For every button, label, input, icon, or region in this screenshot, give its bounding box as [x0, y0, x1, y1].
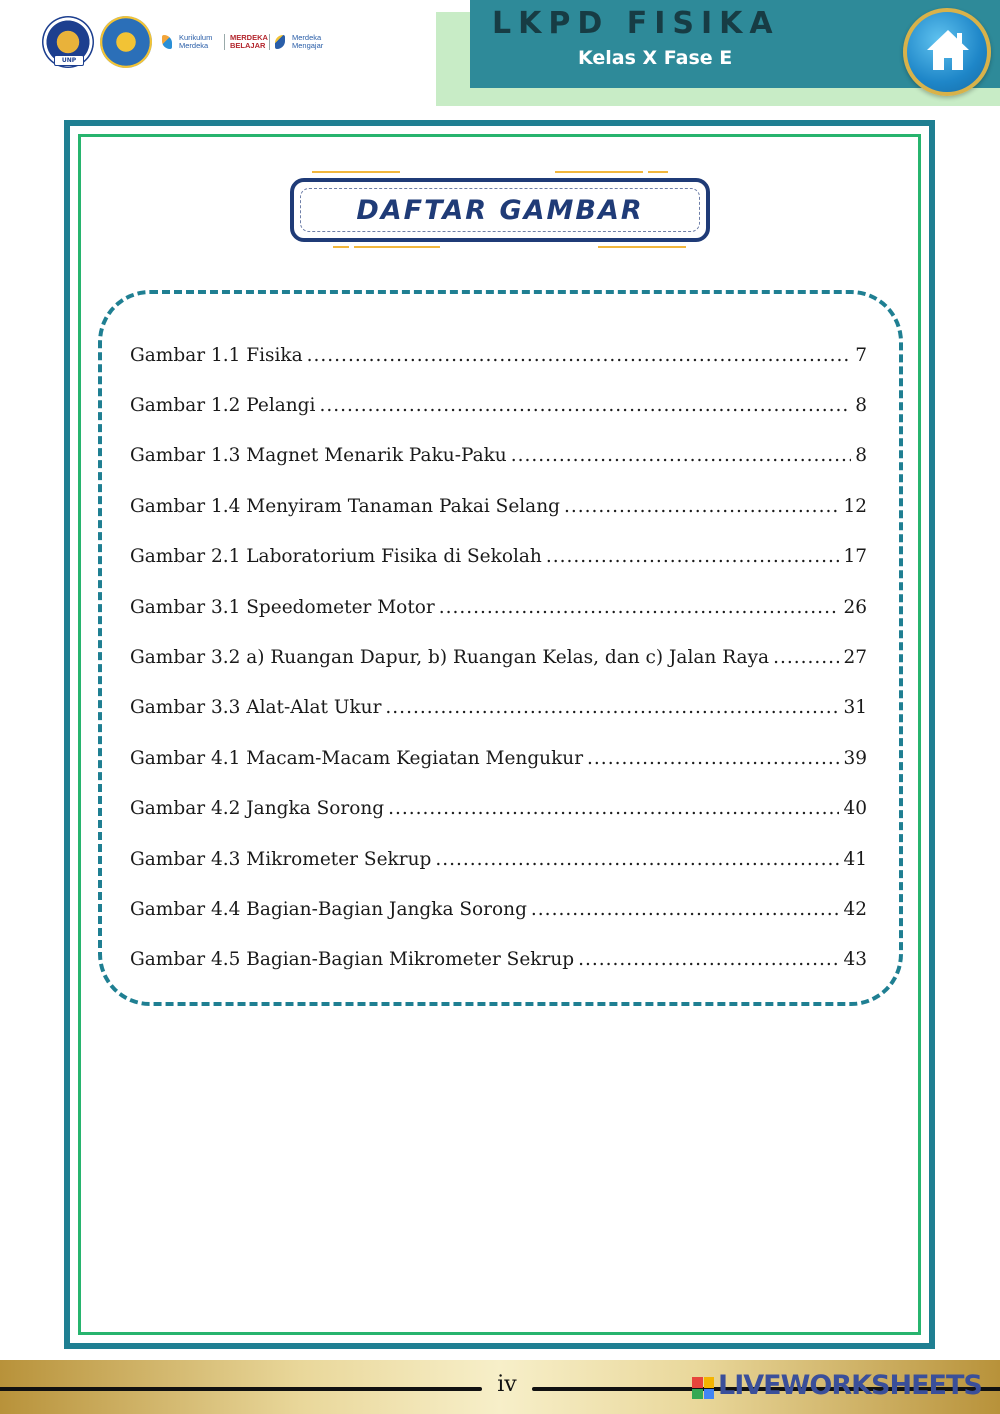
kemdikbud-logo — [100, 16, 152, 68]
figure-title: Gambar 4.3 Mikrometer Sekrup — [130, 848, 432, 870]
title-decoration — [555, 171, 643, 173]
program-logos — [162, 34, 328, 50]
title-decoration — [312, 171, 400, 173]
kurikulum-merdeka-label: Kurikulum Merdeka — [179, 33, 213, 50]
header-logos — [42, 14, 328, 70]
figure-title: Gambar 4.1 Macam-Macam Kegiatan Mengukur — [130, 747, 584, 769]
figure-list-item[interactable] — [130, 784, 867, 834]
header-subtitle: Kelas X Fase E — [578, 47, 733, 69]
figure-title: Gambar 3.3 Alat-Alat Ukur — [130, 697, 382, 719]
figure-page-number: 7 — [855, 344, 867, 366]
figure-page-number: 8 — [855, 395, 867, 417]
leader-dots — [587, 748, 839, 769]
leader-dots — [319, 395, 851, 416]
unp-logo — [42, 16, 94, 68]
leader-dots — [564, 496, 839, 517]
page-title: DAFTAR GAMBAR — [356, 195, 644, 226]
figure-title: Gambar 4.4 Bagian-Bagian Jangka Sorong — [130, 898, 527, 920]
leader-dots — [773, 647, 839, 668]
figure-list-item[interactable] — [130, 380, 867, 430]
figure-page-number: 8 — [855, 445, 867, 467]
leader-dots — [578, 949, 839, 970]
figure-list-item[interactable] — [130, 884, 867, 934]
leader-dots — [385, 697, 839, 718]
home-icon — [925, 28, 971, 72]
figure-list-item[interactable] — [130, 481, 867, 531]
figure-list-item[interactable] — [130, 834, 867, 884]
unp-logo-label: UNP — [54, 55, 84, 66]
figure-page-number: 26 — [843, 596, 867, 618]
figure-title: Gambar 1.4 Menyiram Tanaman Pakai Selang — [130, 495, 560, 517]
leader-dots — [435, 849, 839, 870]
figure-title: Gambar 4.5 Bagian-Bagian Mikrometer Sekrup — [130, 949, 575, 971]
title-decoration — [354, 246, 440, 248]
figure-list-item[interactable] — [130, 733, 867, 783]
figure-page-number: 42 — [843, 898, 867, 920]
figure-list-item[interactable] — [130, 532, 867, 582]
leader-dots — [511, 445, 851, 466]
header-title: LKPD FISIKA — [492, 6, 780, 41]
kurikulum-merdeka-icon — [162, 35, 172, 49]
title-decoration — [598, 246, 686, 248]
figure-title: Gambar 1.3 Magnet Menarik Paku-Paku — [130, 445, 507, 467]
title-decoration — [333, 246, 349, 248]
merdeka-belajar-label: MERDEKA BELAJAR — [224, 34, 270, 50]
leader-dots — [307, 345, 852, 366]
figure-page-number: 39 — [843, 747, 867, 769]
figure-list-item[interactable] — [130, 431, 867, 481]
merdeka-mengajar-label: Merdeka Mengajar — [292, 33, 324, 50]
footer-rule-left — [0, 1387, 482, 1391]
page-number: iv — [497, 1372, 517, 1397]
figure-title: Gambar 2.1 Laboratorium Fisika di Sekolah — [130, 546, 542, 568]
figure-page-number: 12 — [843, 495, 867, 517]
page-title-box — [290, 178, 710, 242]
figure-page-number: 27 — [843, 647, 867, 669]
figure-list-item[interactable] — [130, 935, 867, 985]
leader-dots — [439, 597, 840, 618]
figure-list — [130, 330, 867, 985]
figure-title: Gambar 3.1 Speedometer Motor — [130, 596, 435, 618]
home-button[interactable] — [903, 8, 991, 96]
figure-page-number: 43 — [843, 949, 867, 971]
figure-title: Gambar 4.2 Jangka Sorong — [130, 798, 385, 820]
leader-dots — [388, 798, 839, 819]
leader-dots — [546, 546, 840, 567]
figure-title: Gambar 1.1 Fisika — [130, 344, 303, 366]
figure-list-item[interactable] — [130, 582, 867, 632]
liveworksheets-logo-icon — [692, 1377, 714, 1399]
figure-page-number: 31 — [843, 697, 867, 719]
title-decoration — [648, 171, 668, 173]
figure-page-number: 41 — [843, 848, 867, 870]
leader-dots — [531, 899, 840, 920]
figure-list-item[interactable] — [130, 330, 867, 380]
figure-page-number: 17 — [843, 546, 867, 568]
figure-page-number: 40 — [843, 798, 867, 820]
figure-list-item[interactable] — [130, 632, 867, 682]
figure-title: Gambar 3.2 a) Ruangan Dapur, b) Ruangan Kelas, dan c) Jalan Raya — [130, 647, 770, 669]
figure-list-item[interactable] — [130, 683, 867, 733]
figure-title: Gambar 1.2 Pelangi — [130, 395, 316, 417]
merdeka-mengajar-icon — [275, 35, 285, 49]
liveworksheets-watermark[interactable]: LIVEWORKSHEETS — [718, 1370, 982, 1401]
